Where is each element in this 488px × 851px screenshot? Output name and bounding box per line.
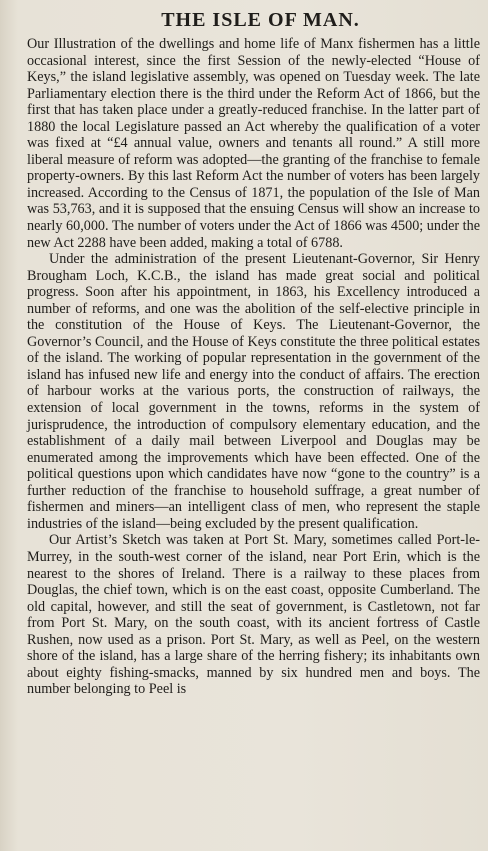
- article-paragraph-port-st-mary: Our Artist’s Sketch was taken at Port St. Mary, sometimes called Port-le-Murrey, in the south-west corner of the island, near Port Erin, which is the nearest to the shores of Ireland. There is a railway to these places from Douglas, the chief town, which is on the east coast, opposite Cumberland. The old capital, however, and still the seat of government, is Castletown, not far from Port St. Mary, on the south coast, with its ancient fortress of Castle Rushen, now used as a prison. Port St. Mary, as well as Peel, on the western shore of the island, has a large share of the herring fishery; its inhabitants own about eighty fishing-smacks, manned by six hundred men and boys. The number belonging to Peel is: [27, 532, 480, 698]
- article-paragraph-administration: Under the administration of the present Lieutenant-Governor, Sir Henry Brougham Loch, K.C.B., the island has made great social and political progress. Soon after his appointment, in 1863, his Excellency introduced a number of reforms, and one was the abolition of the self-elective principle in the constitution of the House of Keys. The Lieutenant-Governor, the Governor’s Council, and the House of Keys constitute the three political estates of the island. The working of popular representation in the government of the island has infused new life and energy into the conduct of affairs. The erection of harbour works at the various ports, the construction of railways, the extension of local government in the towns, reforms in the system of jurisprudence, the introduction of compulsory elementary education, and the establishment of a daily mail between Liverpool and Douglas may be enumerated among the improvements which have been effected. One of the political questions upon which candidates have now “gone to the country” is a further reduction of the franchise to household suffrage, a great number of fishermen and miners—an intelligent class of men, who represent the staple industries of the island—being excluded by the present qualification.: [27, 251, 480, 532]
- article-paragraph-electoral-reform: Our Illustration of the dwellings and home life of Manx fishermen has a little occasional interest, since the first Session of the newly-elected “House of Keys,” the island legislative assembly, was opened on Tuesday week. The late Parliamentary election there is the third under the Reform Act of 1866, but the first that has taken place under a greatly-reduced franchise. In the latter part of 1880 the local Legislature passed an Act whereby the qualification of a voter was fixed at “£4 annual value, owners and tenants all round.” A still more liberal measure of reform was adopted—the granting of the franchise to female property-owners. By this last Reform Act the number of voters has been largely increased. According to the Census of 1871, the population of the Isle of Man was 53,763, and it is supposed that the ensuing Census will show an increase to nearly 60,000. The number of voters under the Act of 1866 was 4500; under the new Act 2288 have been added, making a total of 6788.: [27, 36, 480, 251]
- article-body: [27, 36, 480, 698]
- article-title: THE ISLE OF MAN.: [161, 9, 360, 31]
